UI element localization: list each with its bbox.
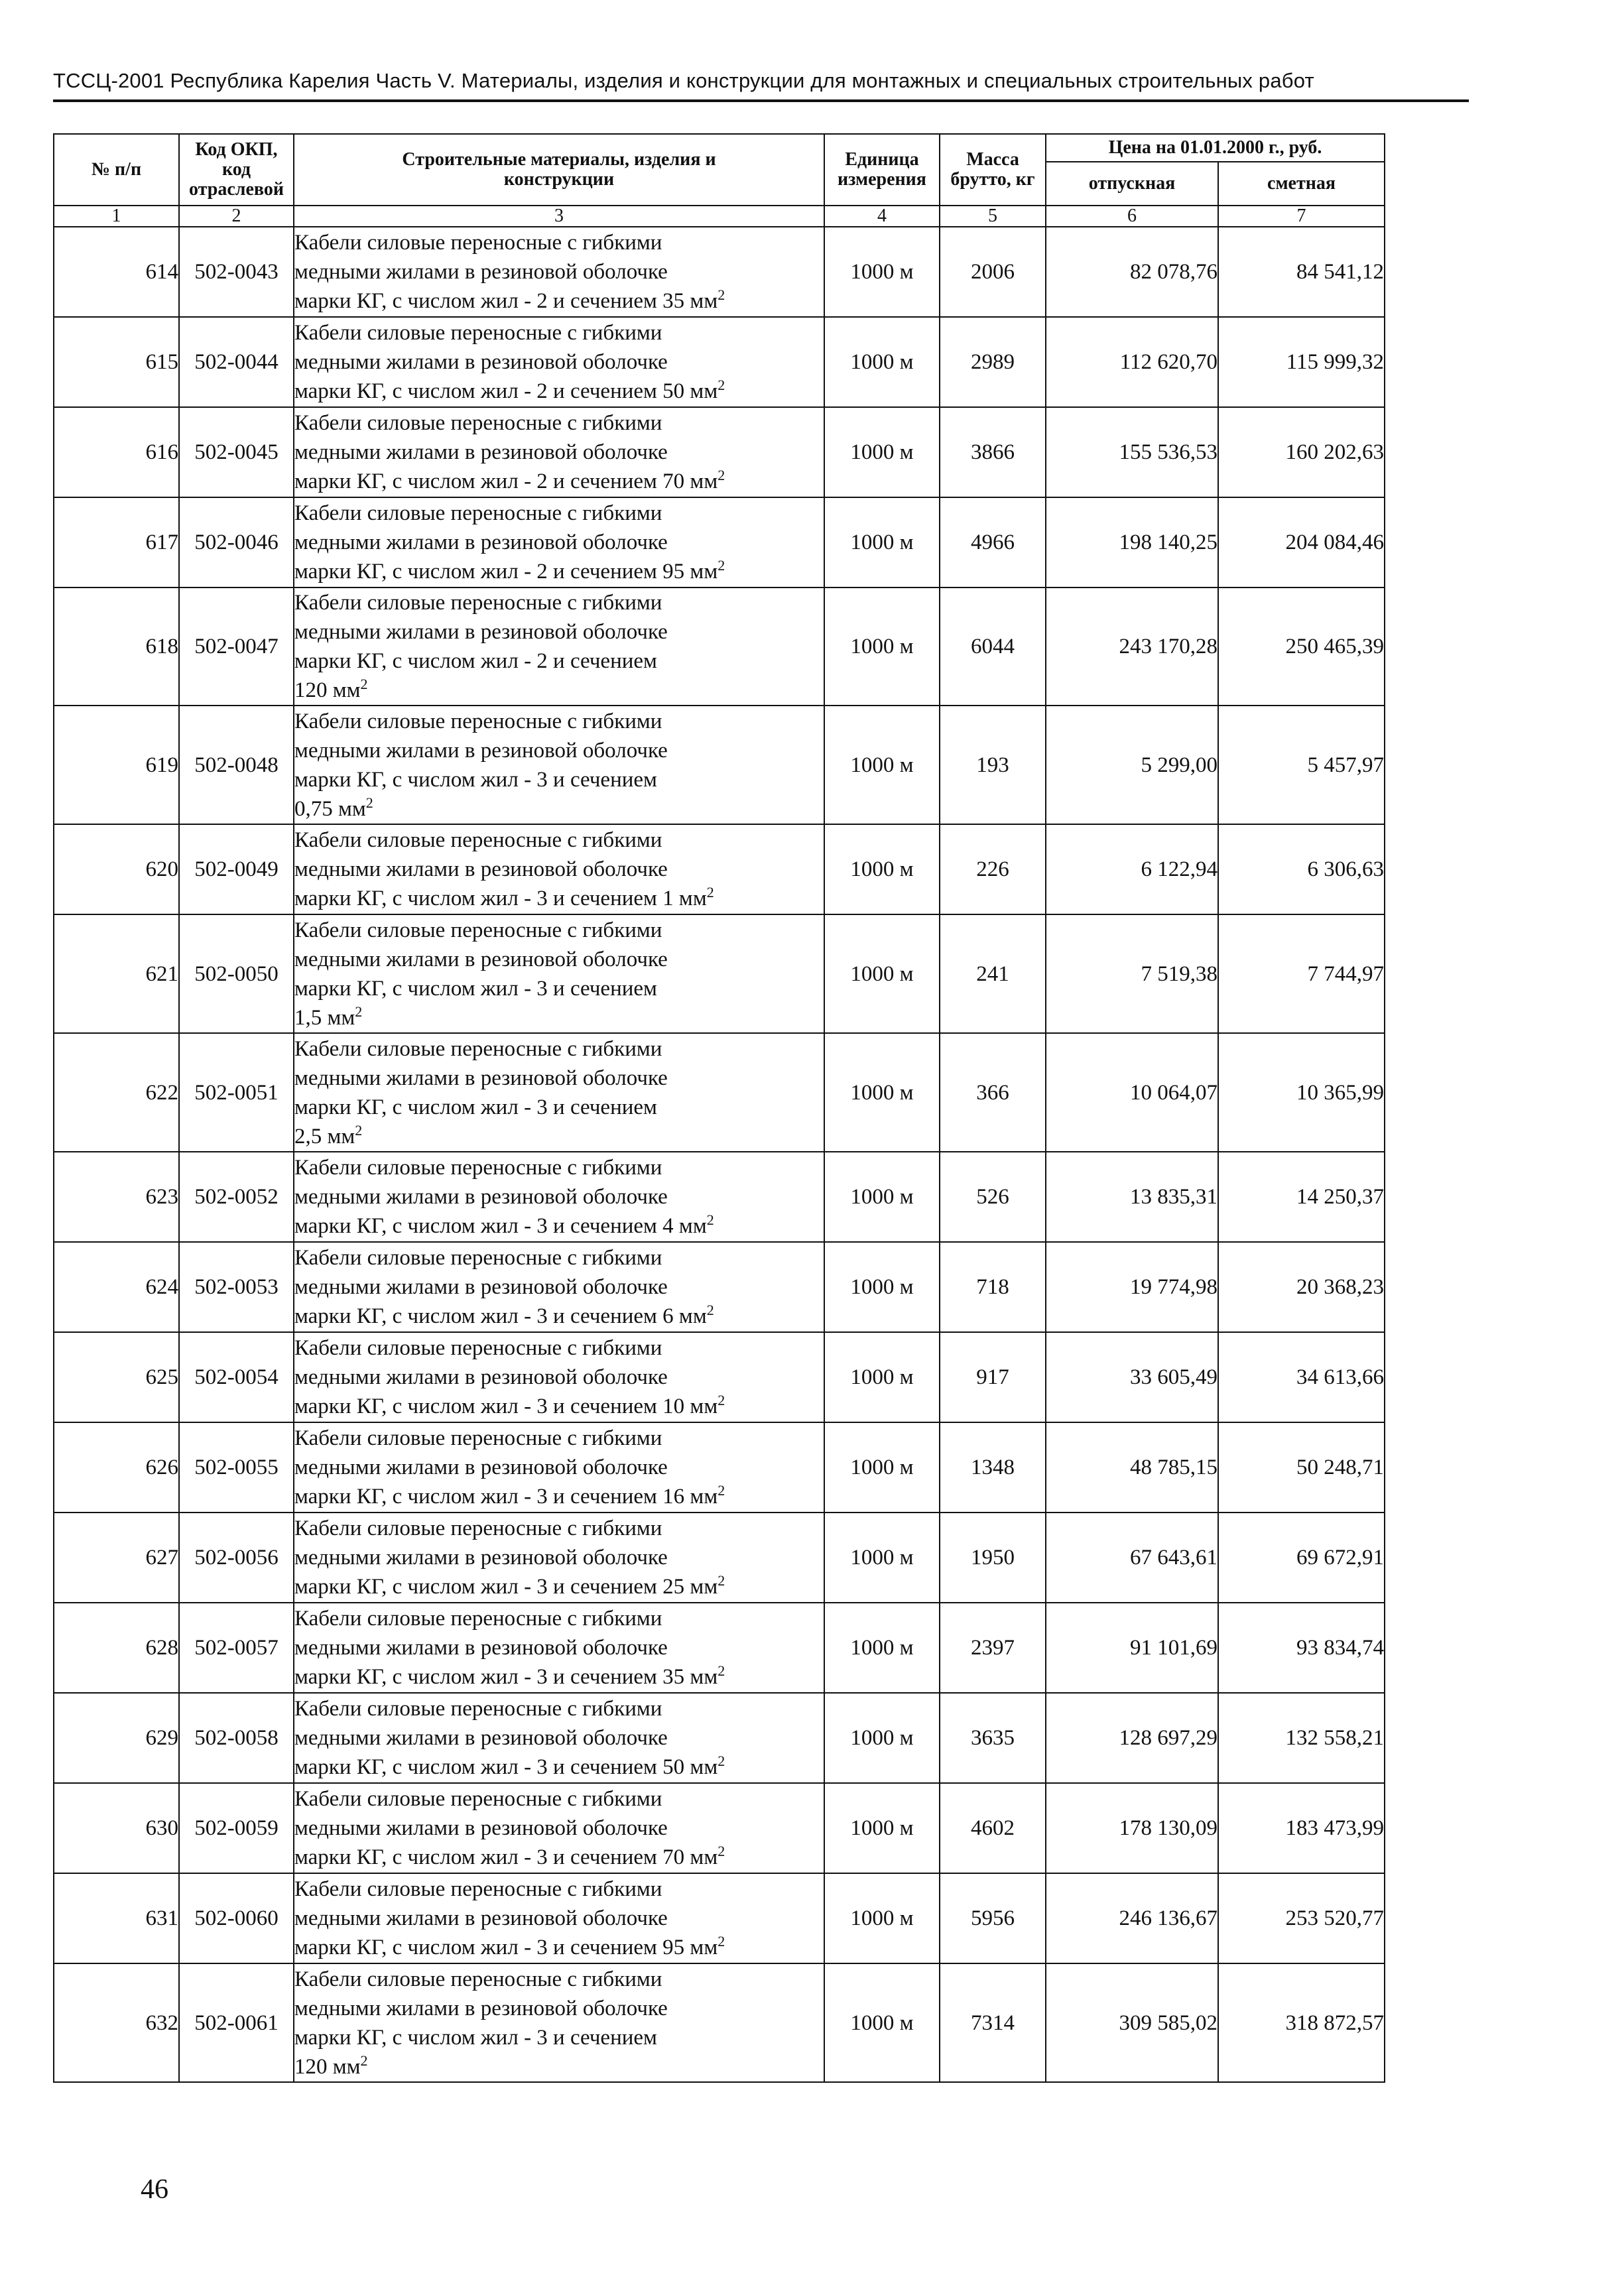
description-text: марки КГ, с числом жил - 3 и сечением	[294, 2025, 657, 2050]
row-number: 617	[54, 497, 179, 587]
description-line	[294, 286, 824, 316]
material-description	[294, 1332, 824, 1422]
unit-of-measure: 1000 м	[824, 1603, 940, 1693]
table-row	[54, 497, 1385, 587]
price-release: 33 605,49	[1046, 1332, 1218, 1422]
unit-of-measure: 1000 м	[824, 1693, 940, 1783]
unit-of-measure: 1000 м	[824, 407, 940, 497]
row-number: 628	[54, 1603, 179, 1693]
unit-of-measure: 1000 м	[824, 317, 940, 407]
description-line	[294, 974, 824, 1003]
description-line	[294, 765, 824, 794]
row-number: 620	[54, 824, 179, 914]
row-number: 630	[54, 1783, 179, 1873]
gross-mass: 2989	[940, 317, 1046, 407]
table-row	[54, 1033, 1385, 1152]
header-materials-line2: конструкции	[503, 169, 615, 190]
material-description	[294, 824, 824, 914]
price-estimate: 7 744,97	[1218, 914, 1385, 1033]
header-price-estimate: сметная	[1218, 162, 1385, 206]
row-number: 618	[54, 587, 179, 706]
unit-superscript: 2	[718, 467, 725, 483]
description-text: марки КГ, с числом жил - 2 и сечением 70 мм	[294, 469, 718, 493]
description-line: медными жилами в резиновой оболочке	[294, 440, 668, 464]
price-release: 198 140,25	[1046, 497, 1218, 587]
gross-mass: 4602	[940, 1783, 1046, 1873]
gross-mass: 3866	[940, 407, 1046, 497]
material-description	[294, 1242, 824, 1332]
material-description	[294, 1152, 824, 1242]
description-line: Кабели силовые переносные с гибкими	[294, 918, 662, 942]
table-row	[54, 227, 1385, 317]
description-line: медными жилами в резиновой оболочке	[294, 1185, 668, 1209]
okp-code: 502-0061	[179, 1963, 294, 2082]
description-line	[294, 2052, 824, 2081]
table-row	[54, 407, 1385, 497]
price-estimate: 318 872,57	[1218, 1963, 1385, 2082]
unit-of-measure: 1000 м	[824, 1422, 940, 1513]
okp-code: 502-0047	[179, 587, 294, 706]
gross-mass: 1348	[940, 1422, 1046, 1513]
price-release: 13 835,31	[1046, 1152, 1218, 1242]
gross-mass: 2006	[940, 227, 1046, 317]
price-release: 19 774,98	[1046, 1242, 1218, 1332]
gross-mass: 718	[940, 1242, 1046, 1332]
unit-superscript: 2	[355, 1121, 363, 1139]
table-row	[54, 1963, 1385, 2082]
row-number: 622	[54, 1033, 179, 1152]
gross-mass: 366	[940, 1033, 1046, 1152]
material-description	[294, 1603, 824, 1693]
description-line	[294, 1753, 824, 1782]
description-line: медными жилами в резиновой оболочке	[294, 738, 668, 763]
description-line	[294, 557, 824, 586]
gross-mass: 2397	[940, 1603, 1046, 1693]
okp-code: 502-0057	[179, 1603, 294, 1693]
description-text: марки КГ, с числом жил - 3 и сечением	[294, 976, 657, 1001]
description-text: марки КГ, с числом жил - 3 и сечением	[294, 767, 657, 792]
header-okp-code	[179, 134, 294, 206]
price-estimate: 93 834,74	[1218, 1603, 1385, 1693]
price-release: 5 299,00	[1046, 706, 1218, 824]
description-text: 120 мм	[294, 678, 361, 702]
table-row	[54, 1242, 1385, 1332]
description-line: Кабели силовые переносные с гибкими	[294, 1787, 662, 1811]
unit-superscript: 2	[718, 377, 725, 393]
okp-code: 502-0048	[179, 706, 294, 824]
price-release: 82 078,76	[1046, 227, 1218, 317]
description-line: Кабели силовые переносные с гибкими	[294, 1336, 662, 1360]
gross-mass: 3635	[940, 1693, 1046, 1783]
price-estimate: 115 999,32	[1218, 317, 1385, 407]
unit-of-measure: 1000 м	[824, 1873, 940, 1963]
header-okp-line2: код	[221, 159, 251, 180]
description-line	[294, 647, 824, 676]
unit-of-measure: 1000 м	[824, 914, 940, 1033]
material-description	[294, 587, 824, 706]
table-row	[54, 1873, 1385, 1963]
unit-of-measure: 1000 м	[824, 1242, 940, 1332]
description-line: медными жилами в резиновой оболочке	[294, 1275, 668, 1299]
price-release: 91 101,69	[1046, 1603, 1218, 1693]
description-text: марки КГ, с числом жил - 3 и сечением 95 мм	[294, 1936, 718, 1959]
price-release: 243 170,28	[1046, 587, 1218, 706]
description-line	[294, 794, 824, 824]
description-text: марки КГ, с числом жил - 3 и сечением 35 мм	[294, 1665, 718, 1689]
description-text: марки КГ, с числом жил - 2 и сечением 35 мм	[294, 289, 718, 313]
okp-code: 502-0043	[179, 227, 294, 317]
col-number: 1	[54, 206, 179, 227]
description-line: Кабели силовые переносные с гибкими	[294, 1877, 662, 1901]
description-line: медными жилами в резиновой оболочке	[294, 1546, 668, 1570]
header-okp-line3: отраслевой	[189, 179, 284, 200]
row-number: 619	[54, 706, 179, 824]
table-row	[54, 914, 1385, 1033]
description-text: марки КГ, с числом жил - 3 и сечением	[294, 1095, 657, 1119]
col-number: 3	[294, 206, 824, 227]
material-description	[294, 1422, 824, 1513]
okp-code: 502-0059	[179, 1783, 294, 1873]
description-line: медными жилами в резиновой оболочке	[294, 1455, 668, 1479]
description-line: Кабели силовые переносные с гибкими	[294, 501, 662, 525]
gross-mass: 526	[940, 1152, 1046, 1242]
col-number: 2	[179, 206, 294, 227]
unit-of-measure: 1000 м	[824, 1963, 940, 2082]
price-release: 7 519,38	[1046, 914, 1218, 1033]
material-description	[294, 1693, 824, 1783]
price-estimate: 6 306,63	[1218, 824, 1385, 914]
description-text: марки КГ, с числом жил - 2 и сечением	[294, 649, 657, 673]
header-okp-line1: Код ОКП,	[195, 139, 278, 160]
price-estimate: 160 202,63	[1218, 407, 1385, 497]
unit-of-measure: 1000 м	[824, 587, 940, 706]
okp-code: 502-0045	[179, 407, 294, 497]
price-estimate: 253 520,77	[1218, 1873, 1385, 1963]
header-unit	[824, 134, 940, 206]
price-estimate: 5 457,97	[1218, 706, 1385, 824]
description-line	[294, 1392, 824, 1421]
header-mass-line2: брутто, кг	[950, 169, 1035, 190]
price-release: 67 643,61	[1046, 1513, 1218, 1603]
table-row	[54, 1332, 1385, 1422]
unit-of-measure: 1000 м	[824, 497, 940, 587]
unit-of-measure: 1000 м	[824, 706, 940, 824]
description-line: медными жилами в резиновой оболочке	[294, 350, 668, 374]
description-text: 1,5 мм	[294, 1005, 355, 1030]
description-line: медными жилами в резиновой оболочке	[294, 947, 668, 971]
description-line	[294, 1843, 824, 1872]
description-line: Кабели силовые переносные с гибкими	[294, 411, 662, 435]
price-estimate: 204 084,46	[1218, 497, 1385, 587]
gross-mass: 5956	[940, 1873, 1046, 1963]
gross-mass: 226	[940, 824, 1046, 914]
unit-superscript: 2	[355, 1003, 363, 1020]
row-number: 615	[54, 317, 179, 407]
unit-of-measure: 1000 м	[824, 824, 940, 914]
description-line: медными жилами в резиновой оболочке	[294, 530, 668, 554]
row-number: 623	[54, 1152, 179, 1242]
price-estimate: 50 248,71	[1218, 1422, 1385, 1513]
okp-code: 502-0056	[179, 1513, 294, 1603]
description-line	[294, 2023, 824, 2052]
unit-of-measure: 1000 м	[824, 1513, 940, 1603]
gross-mass: 1950	[940, 1513, 1046, 1603]
unit-superscript: 2	[718, 1482, 725, 1499]
col-number: 4	[824, 206, 940, 227]
okp-code: 502-0054	[179, 1332, 294, 1422]
row-number: 616	[54, 407, 179, 497]
unit-superscript: 2	[718, 1753, 725, 1769]
gross-mass: 193	[940, 706, 1046, 824]
unit-superscript: 2	[706, 1211, 714, 1228]
description-text: 120 мм	[294, 2054, 361, 2079]
header-no: № п/п	[54, 134, 179, 206]
unit-superscript: 2	[706, 884, 714, 900]
unit-of-measure: 1000 м	[824, 1033, 940, 1152]
description-line	[294, 1662, 824, 1692]
material-description	[294, 706, 824, 824]
description-line: Кабели силовые переносные с гибкими	[294, 321, 662, 345]
table-row	[54, 1693, 1385, 1783]
table-row	[54, 1783, 1385, 1873]
okp-code: 502-0053	[179, 1242, 294, 1332]
row-number: 614	[54, 227, 179, 317]
unit-superscript: 2	[718, 286, 725, 303]
table-row	[54, 317, 1385, 407]
price-release: 112 620,70	[1046, 317, 1218, 407]
description-line	[294, 676, 824, 705]
row-number: 629	[54, 1693, 179, 1783]
description-line: Кабели силовые переносные с гибкими	[294, 1036, 662, 1061]
description-text: марки КГ, с числом жил - 3 и сечением 10 мм	[294, 1394, 718, 1418]
material-description	[294, 1513, 824, 1603]
price-estimate: 69 672,91	[1218, 1513, 1385, 1603]
material-description	[294, 1783, 824, 1873]
unit-of-measure: 1000 м	[824, 1783, 940, 1873]
description-line: медными жилами в резиновой оболочке	[294, 260, 668, 284]
description-line: медными жилами в резиновой оболочке	[294, 1365, 668, 1389]
description-text: марки КГ, с числом жил - 3 и сечением 25 мм	[294, 1575, 718, 1599]
description-line: Кабели силовые переносные с гибкими	[294, 591, 662, 615]
page-number: 46	[141, 2174, 168, 2205]
table-row	[54, 824, 1385, 914]
gross-mass: 6044	[940, 587, 1046, 706]
description-line	[294, 884, 824, 913]
description-text: марки КГ, с числом жил - 3 и сечением 1 мм	[294, 887, 707, 910]
description-line: медными жилами в резиновой оболочке	[294, 620, 668, 644]
material-description	[294, 1963, 824, 2082]
material-description	[294, 407, 824, 497]
row-number: 627	[54, 1513, 179, 1603]
description-line: Кабели силовые переносные с гибкими	[294, 1246, 662, 1270]
gross-mass: 917	[940, 1332, 1046, 1422]
price-estimate: 34 613,66	[1218, 1332, 1385, 1422]
description-text: марки КГ, с числом жил - 3 и сечением 70 мм	[294, 1845, 718, 1869]
description-text: 2,5 мм	[294, 1124, 355, 1148]
price-release: 6 122,94	[1046, 824, 1218, 914]
row-number: 621	[54, 914, 179, 1033]
header-materials	[294, 134, 824, 206]
unit-superscript: 2	[718, 1662, 725, 1679]
material-description	[294, 227, 824, 317]
unit-superscript: 2	[706, 1302, 714, 1318]
description-text: марки КГ, с числом жил - 3 и сечением 6 мм	[294, 1304, 707, 1328]
header-unit-line2: измерения	[838, 169, 926, 190]
price-release: 10 064,07	[1046, 1033, 1218, 1152]
description-text: 0,75 мм	[294, 796, 366, 821]
unit-of-measure: 1000 м	[824, 1332, 940, 1422]
unit-superscript: 2	[718, 1843, 725, 1859]
material-description	[294, 497, 824, 587]
gross-mass: 7314	[940, 1963, 1046, 2082]
table-row	[54, 1152, 1385, 1242]
row-number: 626	[54, 1422, 179, 1513]
price-release: 178 130,09	[1046, 1783, 1218, 1873]
header-materials-line1: Строительные материалы, изделия и	[402, 149, 716, 170]
description-line: медными жилами в резиновой оболочке	[294, 1636, 668, 1660]
price-estimate: 183 473,99	[1218, 1783, 1385, 1873]
unit-superscript: 2	[718, 1933, 725, 1949]
description-line	[294, 1933, 824, 1962]
description-text: марки КГ, с числом жил - 3 и сечением 50 мм	[294, 1755, 718, 1779]
unit-of-measure: 1000 м	[824, 1152, 940, 1242]
description-line: Кабели силовые переносные с гибкими	[294, 828, 662, 852]
header-mass-line1: Масса	[966, 149, 1019, 170]
table-row	[54, 1603, 1385, 1693]
description-line: Кабели силовые переносные с гибкими	[294, 1607, 662, 1631]
description-text: марки КГ, с числом жил - 2 и сечением 95 мм	[294, 560, 718, 584]
gross-mass: 241	[940, 914, 1046, 1033]
description-line	[294, 1302, 824, 1331]
header-mass	[940, 134, 1046, 206]
unit-superscript: 2	[718, 557, 725, 574]
gross-mass: 4966	[940, 497, 1046, 587]
description-text: марки КГ, с числом жил - 3 и сечением 4 мм	[294, 1214, 707, 1238]
price-release: 246 136,67	[1046, 1873, 1218, 1963]
header-price-release: отпускная	[1046, 162, 1218, 206]
price-estimate: 14 250,37	[1218, 1152, 1385, 1242]
description-line: медными жилами в резиновой оболочке	[294, 1816, 668, 1840]
header-price-group: Цена на 01.01.2000 г., руб.	[1046, 134, 1385, 162]
table-row	[54, 1422, 1385, 1513]
unit-superscript: 2	[718, 1392, 725, 1408]
col-number: 7	[1218, 206, 1385, 227]
okp-code: 502-0058	[179, 1693, 294, 1783]
table-row	[54, 706, 1385, 824]
description-line	[294, 1003, 824, 1032]
description-line: Кабели силовые переносные с гибкими	[294, 1697, 662, 1721]
okp-code: 502-0049	[179, 824, 294, 914]
materials-price-table	[53, 133, 1385, 2083]
price-release: 309 585,02	[1046, 1963, 1218, 2082]
table-row	[54, 1513, 1385, 1603]
unit-superscript: 2	[718, 1572, 725, 1589]
okp-code: 502-0055	[179, 1422, 294, 1513]
material-description	[294, 317, 824, 407]
description-line: Кабели силовые переносные с гибкими	[294, 1967, 662, 1991]
description-text: марки КГ, с числом жил - 2 и сечением 50 мм	[294, 379, 718, 403]
okp-code: 502-0050	[179, 914, 294, 1033]
description-line: медными жилами в резиновой оболочке	[294, 857, 668, 881]
description-line: Кабели силовые переносные с гибкими	[294, 709, 662, 733]
col-number: 6	[1046, 206, 1218, 227]
description-text: марки КГ, с числом жил - 3 и сечением 16 мм	[294, 1485, 718, 1509]
price-estimate: 10 365,99	[1218, 1033, 1385, 1152]
unit-superscript: 2	[360, 676, 368, 692]
description-line: Кабели силовые переносные с гибкими	[294, 231, 662, 255]
price-estimate: 20 368,23	[1218, 1242, 1385, 1332]
table-body	[54, 227, 1385, 2082]
okp-code: 502-0051	[179, 1033, 294, 1152]
row-number: 624	[54, 1242, 179, 1332]
unit-of-measure: 1000 м	[824, 227, 940, 317]
description-line	[294, 1482, 824, 1511]
row-number: 625	[54, 1332, 179, 1422]
okp-code: 502-0046	[179, 497, 294, 587]
page-header: ТССЦ-2001 Республика Карелия Часть V. Материалы, изделия и конструкции для монтажных и специальных строительных работ	[53, 69, 1469, 102]
price-release: 48 785,15	[1046, 1422, 1218, 1513]
price-release: 155 536,53	[1046, 407, 1218, 497]
price-estimate: 250 465,39	[1218, 587, 1385, 706]
description-line	[294, 377, 824, 406]
description-line	[294, 1093, 824, 1122]
okp-code: 502-0052	[179, 1152, 294, 1242]
unit-superscript: 2	[360, 2052, 368, 2069]
description-line	[294, 1122, 824, 1151]
col-number: 5	[940, 206, 1046, 227]
row-number: 631	[54, 1873, 179, 1963]
okp-code: 502-0044	[179, 317, 294, 407]
okp-code: 502-0060	[179, 1873, 294, 1963]
description-line	[294, 1211, 824, 1241]
price-estimate: 132 558,21	[1218, 1693, 1385, 1783]
table-row	[54, 587, 1385, 706]
row-number: 632	[54, 1963, 179, 2082]
description-line: Кабели силовые переносные с гибкими	[294, 1426, 662, 1450]
description-line: медными жилами в резиновой оболочке	[294, 1066, 668, 1090]
description-line	[294, 467, 824, 496]
price-estimate: 84 541,12	[1218, 227, 1385, 317]
description-line: медными жилами в резиновой оболочке	[294, 1906, 668, 1930]
header-unit-line1: Единица	[845, 149, 919, 170]
material-description	[294, 1873, 824, 1963]
description-line: медными жилами в резиновой оболочке	[294, 1726, 668, 1750]
material-description	[294, 1033, 824, 1152]
price-release: 128 697,29	[1046, 1693, 1218, 1783]
description-line: медными жилами в резиновой оболочке	[294, 1996, 668, 2020]
description-line: Кабели силовые переносные с гибкими	[294, 1516, 662, 1540]
description-line: Кабели силовые переносные с гибкими	[294, 1156, 662, 1180]
material-description	[294, 914, 824, 1033]
unit-superscript: 2	[365, 794, 373, 811]
description-line	[294, 1572, 824, 1601]
